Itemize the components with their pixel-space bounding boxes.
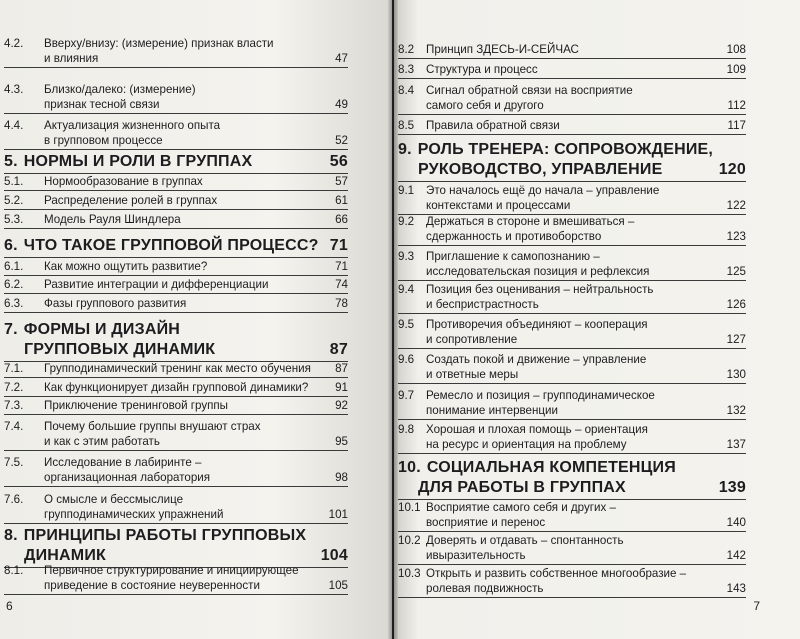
toc-underline (4, 396, 348, 397)
toc-entry-line (4, 296, 348, 311)
toc-entry-page: 61 (335, 194, 348, 207)
toc-entry-title: и влияния (44, 52, 99, 65)
toc-entry-title: Развитие интеграции и дифференциации (44, 278, 269, 291)
toc-entry-title: РОЛЬ ТРЕНЕРА: СОПРОВОЖДЕНИЕ, (417, 141, 714, 158)
toc-entry-page: 104 (320, 547, 348, 564)
toc-entry-line (398, 264, 746, 279)
toc-entry-line (4, 380, 348, 395)
toc-entry-page: 87 (329, 341, 348, 358)
toc-entry-page: 127 (726, 333, 746, 346)
toc-entry-line (4, 277, 348, 292)
toc-section-7-4 (4, 419, 348, 451)
toc-entry-title: и сопротивление (426, 333, 518, 346)
toc-section-8-4 (398, 83, 746, 115)
toc-entry-line (4, 36, 348, 51)
toc-entry-title: Исследование в лабиринте – (44, 456, 202, 469)
toc-entry-line (4, 361, 348, 376)
toc-entry-line (398, 62, 746, 77)
toc-chapter-9 (398, 140, 746, 182)
toc-entry-line (398, 98, 746, 113)
toc-entry-title: Распределение ролей в группах (44, 194, 218, 207)
toc-entry-title: ивыразительность (426, 549, 526, 562)
toc-entry-page: 122 (726, 199, 746, 212)
toc-entry-title: РУКОВОДСТВО, УПРАВЛЕНИЕ (418, 161, 663, 178)
toc-entry-page: 109 (726, 63, 746, 76)
toc-entry-title: исследовательская позиция и рефлексия (426, 265, 650, 278)
toc-entry-title: Принцип ЗДЕСЬ-И-СЕЙЧАС (426, 43, 579, 56)
toc-entry-line (4, 320, 348, 340)
toc-entry-title: Как можно ощутить развитие? (44, 260, 208, 273)
toc-entry-line (398, 160, 746, 180)
toc-entry-page: 125 (726, 265, 746, 278)
toc-entry-page: 71 (335, 260, 348, 273)
toc-entry-line (4, 455, 348, 470)
toc-entry-line (398, 422, 746, 437)
toc-entry-title: приведение в состояние неуверенности (44, 579, 260, 592)
toc-section-4-2 (4, 36, 348, 68)
toc-entry-line (398, 581, 746, 596)
toc-entry-line (4, 51, 348, 66)
toc-entry-line (398, 282, 746, 297)
toc-entry-line (398, 183, 746, 198)
toc-entry-number: 6.2. (4, 278, 24, 291)
toc-entry-page: 52 (335, 134, 348, 147)
toc-entry-number: 5.2. (4, 194, 24, 207)
toc-entry-title: ролевая подвижность (426, 582, 544, 595)
toc-section-5-1 (4, 174, 348, 191)
toc-entry-number: 8.2 (398, 43, 415, 56)
toc-entry-title: Вверху/внизу: (измерение) признак власти (44, 37, 274, 50)
toc-entry-page: 137 (726, 438, 746, 451)
toc-entry-line (398, 533, 746, 548)
toc-entry-title: Групподинамический тренинг как место обучения (44, 362, 311, 375)
toc-section-5-2 (4, 193, 348, 210)
toc-section-9-8 (398, 422, 746, 454)
toc-entry-page: 112 (727, 99, 746, 112)
toc-entry-line (4, 563, 348, 578)
toc-entry-page: 57 (335, 175, 348, 188)
toc-underline (398, 348, 746, 349)
toc-section-5-3 (4, 212, 348, 229)
toc-underline (398, 58, 746, 59)
toc-section-7-2 (4, 380, 348, 397)
toc-entry-title: НОРМЫ И РОЛИ В ГРУППАХ (23, 153, 253, 170)
toc-entry-line (4, 212, 348, 227)
toc-underline (4, 414, 348, 415)
toc-entry-line (4, 82, 348, 97)
toc-entry-page: 49 (335, 98, 348, 111)
toc-entry-title: восприятие и перенос (426, 516, 546, 529)
toc-entry-line (4, 578, 348, 593)
toc-section-6-3 (4, 296, 348, 313)
toc-entry-title: ДЛЯ РАБОТЫ В ГРУППАХ (418, 479, 626, 496)
toc-entry-line (398, 403, 746, 418)
toc-entry-number: 7.2. (4, 381, 24, 394)
toc-section-6-2 (4, 277, 348, 294)
toc-section-7-3 (4, 398, 348, 415)
right-page (394, 0, 800, 639)
toc-section-9-7 (398, 388, 746, 420)
toc-underline (398, 453, 746, 454)
toc-entry-number: 7.5. (4, 456, 24, 469)
toc-section-9-5 (398, 317, 746, 349)
toc-entry-number: 9.3 (398, 250, 415, 263)
toc-entry-title: ПРИНЦИПЫ РАБОТЫ ГРУППОВЫХ (23, 527, 307, 544)
toc-entry-title: Это началось ещё до начала – управление (426, 184, 660, 197)
toc-underline (398, 114, 746, 115)
toc-entry-page: 126 (726, 298, 746, 311)
toc-entry-line (4, 236, 348, 256)
toc-entry-title: Первичное структурирование и инициирующее (44, 564, 299, 577)
toc-entry-page: 71 (329, 237, 348, 254)
toc-section-9-3 (398, 249, 746, 281)
toc-entry-number: 9.5 (398, 318, 415, 331)
page-number-left: 6 (6, 599, 13, 613)
toc-section-8-3 (398, 62, 746, 79)
toc-entry-line (398, 500, 746, 515)
toc-entry-title: самого себя и другого (426, 99, 544, 112)
toc-section-8-5 (398, 118, 746, 135)
toc-entry-title: ФОРМЫ И ДИЗАЙН (23, 321, 181, 338)
toc-entry-number: 6. (4, 237, 18, 254)
toc-entry-title: Как функционирует дизайн групповой динамики? (44, 381, 309, 394)
toc-section-6-1 (4, 259, 348, 276)
toc-section-4-4 (4, 118, 348, 150)
page-number-right: 7 (753, 599, 760, 613)
toc-entry-number: 4.3. (4, 83, 24, 96)
toc-entry-line (4, 526, 348, 546)
toc-entry-number: 6.1. (4, 260, 24, 273)
toc-entry-title: Правила обратной связи (426, 119, 560, 132)
toc-entry-number: 9. (398, 141, 412, 158)
toc-entry-line (4, 174, 348, 189)
toc-entry-line (4, 259, 348, 274)
toc-entry-title: Приключение тренинговой группы (44, 399, 229, 412)
toc-chapter-5 (4, 152, 348, 174)
toc-entry-line (398, 352, 746, 367)
toc-entry-number: 9.1 (398, 184, 415, 197)
toc-entry-line (398, 388, 746, 403)
toc-underline (398, 597, 746, 598)
toc-entry-number: 5.3. (4, 213, 24, 226)
toc-entry-line (398, 566, 746, 581)
toc-entry-title: в групповом процессе (44, 134, 163, 147)
toc-underline (398, 531, 746, 532)
toc-underline (4, 486, 348, 487)
toc-underline (398, 134, 746, 135)
toc-section-10-2 (398, 533, 746, 565)
toc-entry-page: 101 (328, 508, 348, 521)
toc-entry-title: Создать покой и движение – управление (426, 353, 647, 366)
toc-entry-page: 56 (329, 153, 348, 170)
toc-entry-page: 130 (726, 368, 746, 381)
toc-entry-title: Восприятие самого себя и других – (426, 501, 616, 514)
toc-underline (398, 78, 746, 79)
toc-underline (4, 450, 348, 451)
toc-entry-page: 78 (335, 297, 348, 310)
toc-entry-title: Хорошая и плохая помощь – ориентация (426, 423, 648, 436)
toc-section-10-3 (398, 566, 746, 598)
toc-entry-page: 123 (726, 230, 746, 243)
toc-entry-page: 87 (335, 362, 348, 375)
toc-entry-title: признак тесной связи (44, 98, 160, 111)
toc-entry-number: 9.8 (398, 423, 415, 436)
toc-entry-line (398, 229, 746, 244)
toc-entry-title: Почему большие группы внушают страх (44, 420, 261, 433)
toc-entry-line (398, 118, 746, 133)
toc-entry-page: 74 (335, 278, 348, 291)
toc-underline (398, 181, 746, 182)
toc-underline (4, 293, 348, 294)
toc-section-9-6 (398, 352, 746, 384)
toc-entry-line (4, 152, 348, 172)
left-page (0, 0, 392, 639)
toc-entry-line (398, 297, 746, 312)
toc-section-8-1 (4, 563, 348, 595)
toc-entry-line (398, 42, 746, 57)
toc-underline (4, 594, 348, 595)
toc-entry-page: 95 (335, 435, 348, 448)
toc-entry-title: ДИНАМИК (24, 547, 107, 564)
toc-entry-title: Близко/далеко: (измерение) (44, 83, 196, 96)
toc-entry-title: и как с этим работать (44, 435, 160, 448)
toc-underline (398, 383, 746, 384)
toc-entry-line (4, 492, 348, 507)
toc-underline (398, 313, 746, 314)
toc-entry-number: 7.4. (4, 420, 24, 433)
toc-entry-number: 10. (398, 459, 421, 476)
toc-entry-title: групподинамических упражнений (44, 508, 224, 521)
toc-entry-number: 10.3 (398, 567, 421, 580)
toc-entry-number: 5.1. (4, 175, 24, 188)
toc-underline (4, 67, 348, 68)
toc-chapter-6 (4, 236, 348, 258)
toc-entry-page: 132 (726, 404, 746, 417)
toc-underline (4, 377, 348, 378)
toc-entry-line (398, 548, 746, 563)
toc-entry-title: на ресурс и ориентация на проблему (426, 438, 627, 451)
toc-entry-number: 7. (4, 321, 18, 338)
toc-section-9-4 (398, 282, 746, 314)
toc-entry-title: понимание интервенции (426, 404, 558, 417)
toc-entry-page: 120 (718, 161, 746, 178)
toc-entry-title: и беспристрастность (426, 298, 539, 311)
toc-entry-page: 143 (726, 582, 746, 595)
toc-underline (4, 523, 348, 524)
book-gutter (388, 0, 398, 639)
toc-entry-page: 66 (335, 213, 348, 226)
toc-chapter-8 (4, 526, 348, 568)
toc-entry-line (398, 214, 746, 229)
toc-entry-title: Фазы группового развития (44, 297, 187, 310)
toc-underline (398, 280, 746, 281)
toc-entry-title: Ремесло и позиция – групподинамическое (426, 389, 655, 402)
toc-entry-number: 9.2 (398, 215, 415, 228)
toc-underline (4, 257, 348, 258)
toc-entry-line (398, 458, 746, 478)
toc-entry-title: Держаться в стороне и вмешиваться – (426, 215, 635, 228)
toc-entry-title: Противоречия объединяют – кооперация (426, 318, 648, 331)
toc-entry-number: 8.4 (398, 84, 415, 97)
toc-entry-page: 108 (726, 43, 746, 56)
toc-entry-title: СОЦИАЛЬНАЯ КОМПЕТЕНЦИЯ (426, 459, 676, 476)
toc-entry-number: 10.2 (398, 534, 421, 547)
toc-entry-title: Актуализация жизненного опыта (44, 119, 221, 132)
toc-entry-title: организационная лаборатория (44, 471, 211, 484)
toc-entry-line (398, 437, 746, 452)
toc-entry-title: Позиция без оценивания – нейтральность (426, 283, 654, 296)
toc-entry-page: 140 (726, 516, 746, 529)
toc-entry-number: 8.1. (4, 564, 24, 577)
toc-entry-line (4, 507, 348, 522)
toc-entry-line (4, 193, 348, 208)
toc-entry-number: 6.3. (4, 297, 24, 310)
toc-section-7-5 (4, 455, 348, 487)
toc-entry-line (4, 470, 348, 485)
toc-underline (398, 419, 746, 420)
toc-entry-title: Доверять и отдавать – спонтанность (426, 534, 624, 547)
toc-entry-page: 98 (335, 471, 348, 484)
toc-entry-line (398, 332, 746, 347)
toc-section-8-2 (398, 42, 746, 59)
toc-entry-line (4, 434, 348, 449)
toc-entry-title: контекстами и процессами (426, 199, 571, 212)
toc-entry-page: 47 (335, 52, 348, 65)
toc-entry-line (398, 478, 746, 498)
toc-entry-number: 9.6 (398, 353, 415, 366)
toc-entry-title: сдержанность и противоборство (426, 230, 602, 243)
toc-section-7-6 (4, 492, 348, 524)
toc-entry-title: Приглашение к самопознанию – (426, 250, 600, 263)
toc-entry-page: 92 (335, 399, 348, 412)
toc-entry-page: 105 (328, 579, 348, 592)
toc-entry-line (398, 317, 746, 332)
toc-entry-title: Открыть и развить собственное многообразие – (426, 567, 687, 580)
toc-section-9-1 (398, 183, 746, 215)
toc-section-7-1 (4, 361, 348, 378)
toc-section-10-1 (398, 500, 746, 532)
toc-entry-title: Структура и процесс (426, 63, 538, 76)
toc-entry-page: 139 (718, 479, 746, 496)
toc-entry-title: ЧТО ТАКОЕ ГРУППОВОЙ ПРОЦЕСС? (23, 237, 319, 254)
toc-entry-line (4, 398, 348, 413)
toc-underline (398, 245, 746, 246)
toc-entry-title: Модель Рауля Шиндлера (44, 213, 181, 226)
toc-underline (4, 190, 348, 191)
toc-entry-number: 7.1. (4, 362, 24, 375)
toc-entry-line (398, 367, 746, 382)
toc-entry-line (4, 340, 348, 360)
toc-entry-title: Сигнал обратной связи на восприятие (426, 84, 633, 97)
toc-section-9-2 (398, 214, 746, 246)
toc-entry-number: 10.1 (398, 501, 421, 514)
toc-entry-number: 9.4 (398, 283, 415, 296)
toc-chapter-7 (4, 320, 348, 362)
toc-entry-number: 7.3. (4, 399, 24, 412)
toc-entry-title: ГРУППОВЫХ ДИНАМИК (24, 341, 216, 358)
toc-entry-line (4, 133, 348, 148)
toc-entry-number: 4.4. (4, 119, 24, 132)
toc-underline (4, 149, 348, 150)
toc-entry-number: 8.3 (398, 63, 415, 76)
toc-entry-title: Нормообразование в группах (44, 175, 203, 188)
toc-entry-number: 8. (4, 527, 18, 544)
toc-entry-title: и ответные меры (426, 368, 519, 381)
toc-entry-title: О смысле и бессмыслице (44, 493, 184, 506)
toc-underline (4, 113, 348, 114)
toc-entry-number: 7.6. (4, 493, 24, 506)
toc-underline (4, 312, 348, 313)
toc-entry-number: 8.5 (398, 119, 415, 132)
toc-entry-line (4, 97, 348, 112)
toc-entry-line (4, 118, 348, 133)
toc-entry-line (398, 515, 746, 530)
toc-section-4-3 (4, 82, 348, 114)
toc-entry-line (4, 419, 348, 434)
toc-entry-line (398, 249, 746, 264)
toc-entry-page: 91 (335, 381, 348, 394)
toc-entry-number: 5. (4, 153, 18, 170)
toc-underline (398, 564, 746, 565)
toc-entry-line (398, 140, 746, 160)
toc-entry-line (398, 83, 746, 98)
toc-chapter-10 (398, 458, 746, 500)
toc-underline (4, 275, 348, 276)
toc-entry-number: 9.7 (398, 389, 415, 402)
toc-entry-page: 117 (727, 119, 746, 132)
toc-entry-page: 142 (726, 549, 746, 562)
toc-underline (4, 209, 348, 210)
toc-entry-line (398, 198, 746, 213)
toc-entry-number: 4.2. (4, 37, 24, 50)
toc-underline (4, 228, 348, 229)
